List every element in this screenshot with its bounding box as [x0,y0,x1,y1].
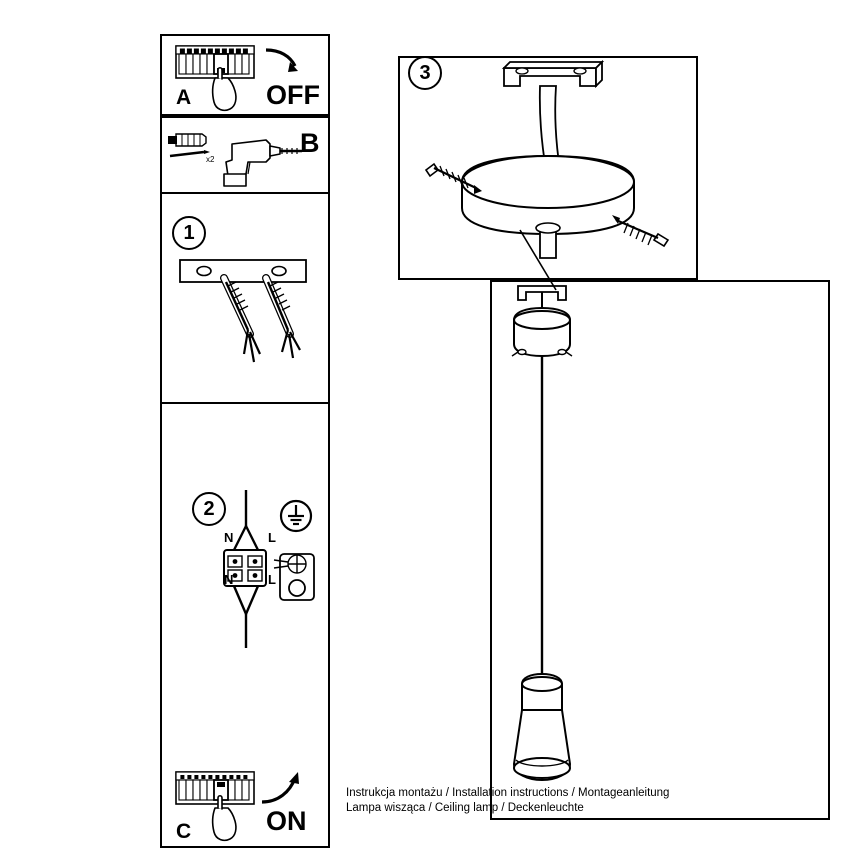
terminal-label-n-bottom: N [224,572,234,587]
caption-line-1: Instrukcja montażu / Installation instructions / Montageanleitung [346,787,670,799]
panel-c-label: C [176,820,192,843]
panel-3-step-number: 3 [408,56,442,90]
canopy-mounting-illustration [400,58,696,278]
terminal-label-l-top: L [268,530,276,545]
panel-assembled-lamp [490,280,830,820]
panel-step-2 [160,404,330,804]
caption-line-2: Lampa wisząca / Ceiling lamp / Deckenleuchte [346,802,584,814]
terminal-block-illustration [162,404,328,800]
panel-c-note-on: ON [266,806,307,836]
svg-text:x2: x2 [206,155,215,164]
panel-step-3 [398,56,698,280]
pendant-lamp-illustration [492,282,828,818]
panel-b-label: B [300,128,320,158]
panel-1-step-number: 1 [172,216,206,250]
panel-a-note-off: OFF [266,80,320,110]
terminal-label-l-bottom: L [268,572,276,587]
terminal-label-n-top: N [224,530,234,545]
panel-a-label: A [176,86,192,109]
panel-2-step-number: 2 [192,492,226,526]
